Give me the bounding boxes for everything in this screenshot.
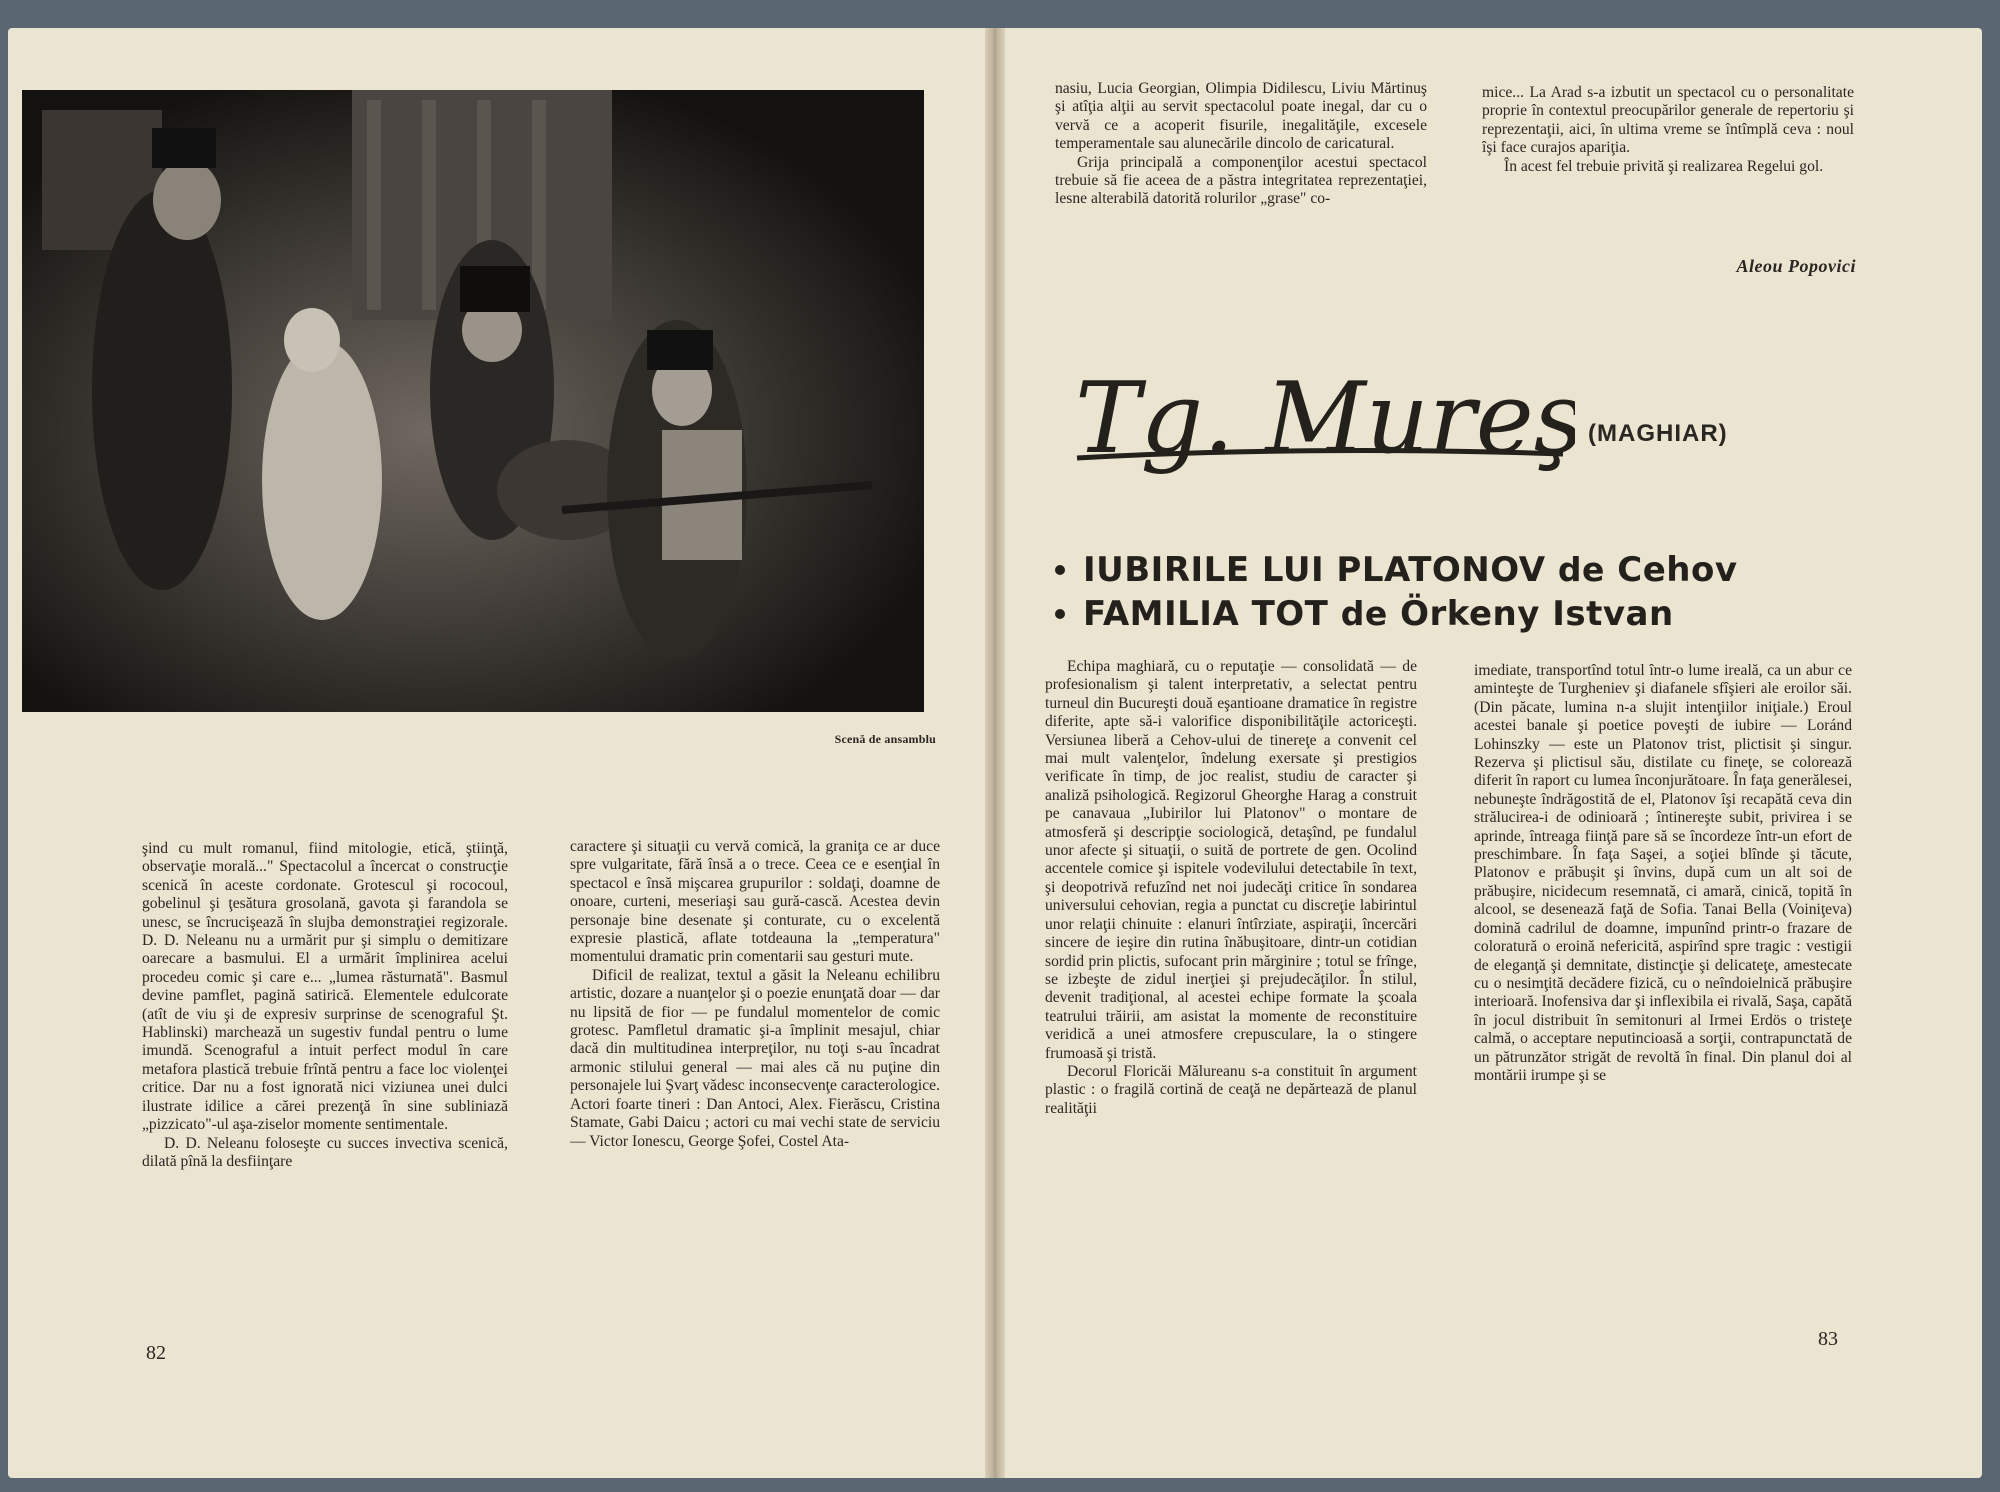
paragraph: nasiu, Lucia Georgian, Olimpia Didilescu, Liviu Mărtinuş şi atîţia alţii au servit spectacolul poate inegal, dar cu o vervă ce a acoperit fisurile, inegalităţile, excesele temperamentale sau alunecările dincolo de caricatural.: [1055, 80, 1427, 153]
paragraph: Grija principală a componenţilor acestui spectacol trebuie să fie aceea de a păstra integritatea reprezentaţiei, lesne alterabilă datorită rolurilor „grase" co-: [1055, 153, 1427, 208]
play-title: FAMILIA TOT: [1083, 594, 1329, 634]
play-author: Cehov: [1617, 550, 1738, 590]
play-item: [1047, 548, 1927, 592]
paragraph: Echipa maghiară, cu o reputaţie — consolidată — de profesionalism şi talent interpretativ, a selectat pentru turneul din Bucureşti două eşantioane dramatice în registre diferite, apte să-i valorifice disponibilităţile actoriceşti. Versiunea liberă a Cehov-ului de tinereţe a convenit cel mai mult valenţelor, îndelung exersate şi prestigios verificate în timp, de joc realist, studiu de caracter şi analiză psihologică. Regizorul Gheorghe Harag a construit pe canavaua „Iubirilor lui Platonov" o montare de atmosferă şi descripţie sociologică, detaşînd, pe fundalul unor afecte şi situaţii, o suită de portrete de gen. Ocolind accentele comice şi ispitele vodevilului detectabile în text, şi deopotrivă refuzînd net noi judecăţi critice în sondarea universului cehovian, regia a punctat cu discreţie labirintul unor relaţii chinuite : elanuri întîrziate, aspiraţii, încercări sincere de ieşire din rutina înăbuşitoare, dintr-un cotidian sordid prin plictis, sufocant prin mărginire ; totul se frînge, se izbeşte de zidul inerţiei şi prejudecăţilor. În stilul, devenit tradiţional, al acestei echipe formate la şcoala teatrului trăirii, am asistat la momente de reconstituire veridică a unei atmosfere crepusculare, la o stingere frumoasă şi tristă.: [1045, 658, 1417, 1062]
section-title-logo: [1065, 360, 1575, 510]
page-number-right: 83: [1818, 1328, 1838, 1350]
section-title-text: Tg. Mureş: [1075, 362, 1575, 476]
section-subtitle: (MAGHIAR): [1588, 420, 1728, 447]
paragraph: Decorul Floricăi Mălureanu s-a constituit în argument plastic : o fragilă cortină de ceaţă ne depărtează de planul realităţii: [1045, 1062, 1417, 1117]
paragraph: imediate, transportînd totul într-o lume ireală, ca un abur ce aminteşte de Turgheniev şi diafanele sfîşieri ale eroilor săi. (Din păcate, lumina n-a slujit intenţiilor iniţiale.) Eroul acestei banale şi poetice poveşti de iubire — Loránd Lohinszky — este un Platonov trist, plictisit şi singur. Rezerva şi plictisul său, distilate cu fineţe, se colorează diferit în raport cu lumea înconjurătoare. În faţa generălesei, nebuneşte îndrăgostită de el, Platonov îşi recapătă ceva din strălucirea-i de odinioară ; întinereşte subit, privirea i se aprinde, întreaga fiinţă pare să se încordeze într-un efort de preschimbare. În faţa Saşei, a soţiei blînde şi tăcute, Platonov e prăbuşit şi învins, după cum un alt soi de prăbuşire, nicidecum resemnată, ci amară, cinică, topită în alcool, se desenează faţă de Sofia. Tanai Bella (Voiniţeva) domină cadrilul de doamne, impunînd printr-o frazare de coloratură o eroină nefericită, aspirînd spre tragic : vestigii de eleganţă şi demnitate, distincţie şi delicateţe, amestecate cu o nesimţită decădere fizică, cu o neîndoielnică prăbuşire interioară. Inofensiva dar şi inflexibila ei rivală, Saşa, capătă în jocul distribuit în semitonuri al Irmei Erdös o tristeţe calmă, o acceptare neputincioasă a sorţii, contrapunctată de un pătrunzător strigăt de revoltă în final. Din planul doi al montării irumpe şi se: [1474, 662, 1852, 1084]
play-de: de: [1557, 550, 1605, 589]
play-de: de: [1340, 594, 1388, 633]
book-gutter: [985, 28, 1005, 1478]
section-title-script: [1065, 360, 1575, 510]
author-signature: Aleou Popovici: [1736, 256, 1856, 276]
play-list: [1047, 548, 1927, 636]
paragraph: D. D. Neleanu foloseşte cu succes invectiva scenică, dilată pînă la desfiinţare: [142, 1134, 508, 1170]
paragraph: Dificil de realizat, textul a găsit la Neleanu echilibru artistic, dozare a nuanţelor şi o poezie enunţată doar — dar nu lipsită de fior — pe fundalul momentelor de comic grotesc. Pamfletul dramatic şi-a împlinit mesajul, chiar dacă din multitudinea interpreţilor, nu toţi s-au încadrat armonic stilului general — mai ales că nu puţine din personajele lui Şvarţ vădesc inconsecvenţe caracterologice. Actori foarte tineri : Dan Antoci, Alex. Fierăscu, Cristina Stamate, Gabi Daicu ; actori cu mai vechi state de serviciu — Victor Ionescu, George Şofei, Costel Ata-: [570, 966, 940, 1150]
left-column-2: [570, 838, 940, 1310]
bullet-icon: [1055, 565, 1065, 575]
play-author: Örkeny Istvan: [1400, 594, 1674, 634]
right-column-1: [1055, 80, 1427, 280]
paragraph: caractere şi situaţii cu vervă comică, la graniţa ce ar duce spre vulgaritate, fără însă a o trece. Ceea ce e esenţial în spectacol e însă mişcarea grupurilor : soldaţi, doamne de onoare, curteni, meseriaşi sau gură-cască. Acestea devin personaje bine desenate şi conturate, cu o excelentă expresie plastică, aflate totdeauna la „temperatura" momentului dramatic prin comentarii sau gesturi mute.: [570, 838, 940, 966]
play-item: [1047, 592, 1927, 636]
bullet-icon: [1055, 609, 1065, 619]
right-column-3: [1045, 658, 1417, 1288]
paragraph: În acest fel trebuie privită şi realizarea Regelui gol.: [1504, 157, 1824, 175]
left-column-1: [142, 840, 508, 1310]
right-column-2: [1482, 84, 1854, 280]
page-number-left: 82: [146, 1342, 166, 1364]
paragraph: şind cu mult romanul, fiind mitologie, etică, ştiinţă, observaţie morală..." Spectacolul a încercat o construcţie scenică în aceste cordonate. Grotescul şi rococoul, gobelinul şi ţesătura grosolană, gavota şi farandola se unesc, se încrucişează în slujba demonstraţiei regizorale. D. D. Neleanu nu a urmărit pur şi simplu o demitizare oarecare a basmului. El a urmărit împlinirea acelui procedeu comic şi care e... „lumea răsturnată". Basmul devine pamflet, pagină satirică. Elementele edulcorate (atît de viu şi de expresiv surprinse de scenograful Şt. Hablinski) marchează un sugestiv fundal pentru o lume imundă. Scenograful a intuit perfect modul în care metafora plastică trebuie frîntă pentru a face loc violenţei critice. Dar nu a fost ignorată nici viziunea unei dulci ilustrate idilice a cărei prezenţă în sine subliniază „pizzicato"-ul aşa-ziselor momente sentimentale.: [142, 840, 508, 1134]
paragraph: mice... La Arad s-a izbutit un spectacol cu o personalitate proprie în contextul preocupărilor generale de repertoriu şi reprezentaţii, aici, în ultima vreme se întîmplă ceva : noul îşi face curajos apariţia.: [1482, 84, 1854, 157]
photo-caption: Scenă de ansamblu: [834, 732, 936, 746]
stage-photo: [22, 90, 924, 712]
play-title: IUBIRILE LUI PLATONOV: [1083, 550, 1546, 590]
stage-photo-image: [22, 90, 924, 712]
right-column-4: [1474, 662, 1852, 1290]
